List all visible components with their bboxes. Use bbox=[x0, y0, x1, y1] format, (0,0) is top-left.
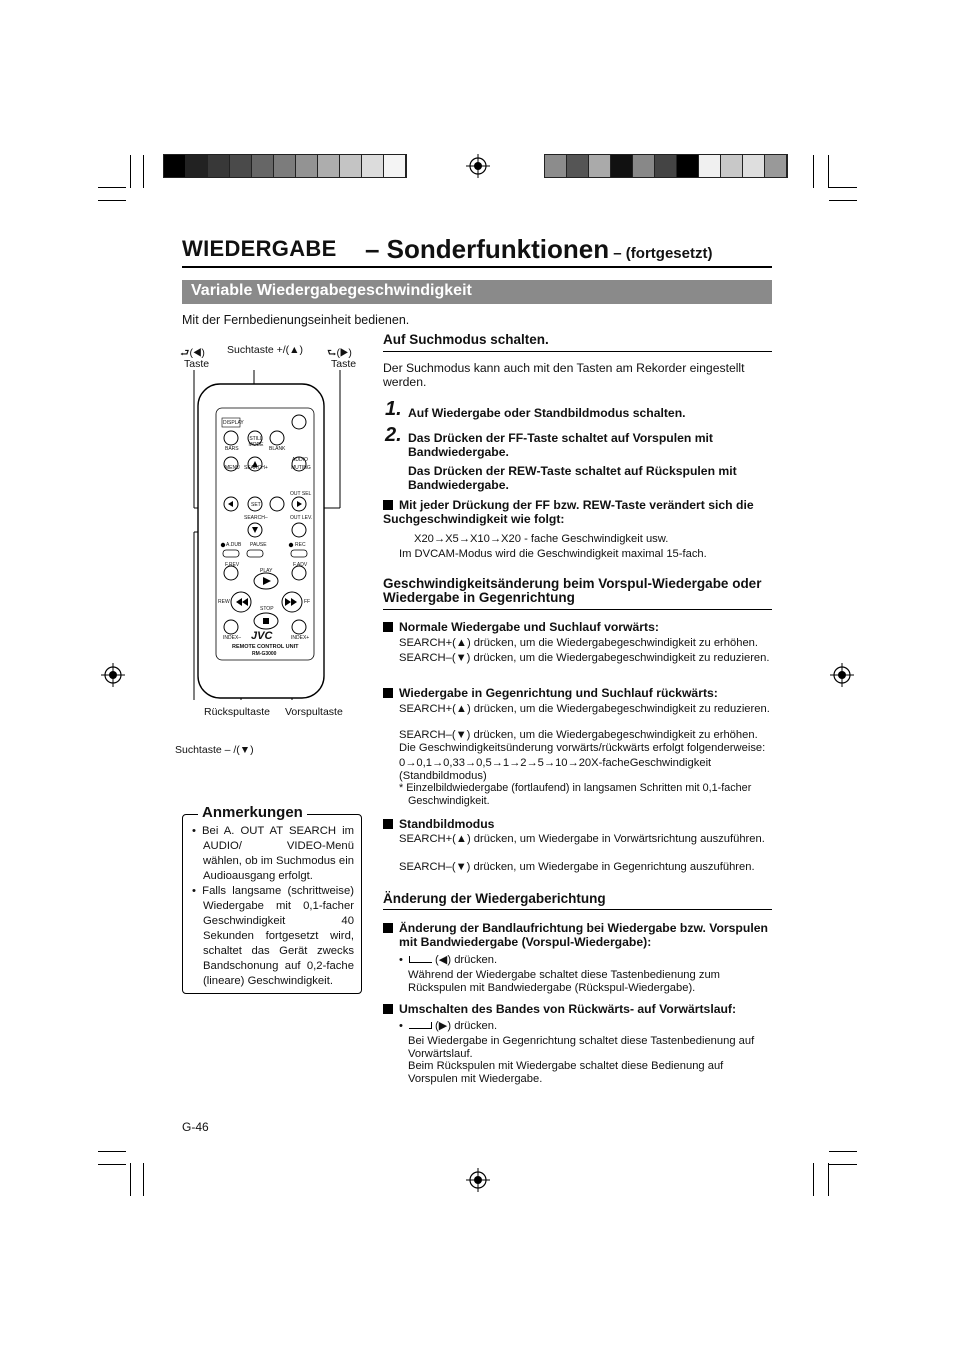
step-2b: Das Drücken der REW-Taste schaltet auf Rückspulen mit Bandwiedergabe. bbox=[408, 464, 737, 492]
bullet-standbild-text: Standbildmodus bbox=[399, 817, 495, 831]
key-play: PLAY bbox=[260, 568, 273, 574]
crop-mark bbox=[130, 1163, 131, 1196]
key-a-dub: A.DUB bbox=[226, 542, 242, 548]
label-search-minus: Suchtaste – /(▼) bbox=[175, 744, 254, 756]
bullet-normal-text: Normale Wiedergabe und Suchlauf vorwärts: bbox=[399, 620, 659, 634]
label-search-plus: Suchtaste +/(▲) bbox=[227, 344, 304, 356]
gray-scale-bar-left bbox=[163, 154, 407, 178]
key-out-lev: OUT LEV. bbox=[290, 515, 313, 521]
key-display: DISPLAY bbox=[223, 420, 244, 426]
subtitle-text: – Sonderfunktionen bbox=[365, 234, 610, 264]
umsch-text-2: Beim Rückspulen mit Wiedergabe schaltet diese Bedienung auf Vorspulen mit Wiedergabe. bbox=[408, 1060, 724, 1085]
key-ff: FF bbox=[304, 599, 311, 605]
crop-mark bbox=[829, 200, 857, 201]
umsch-key: • (▶) drücken. bbox=[399, 1020, 498, 1032]
remote-key-labels bbox=[180, 370, 360, 700]
crop-mark bbox=[143, 155, 144, 188]
key-pause: PAUSE bbox=[250, 542, 267, 548]
key-bars: BARS bbox=[225, 446, 239, 452]
crop-mark bbox=[828, 1163, 829, 1196]
bullet-bandlauf bbox=[383, 921, 772, 949]
step-1: Auf Wiedergabe oder Standbildmodus schalten. bbox=[408, 406, 686, 420]
bullet-square-icon bbox=[383, 1004, 393, 1014]
band-key: • (◀) drücken. bbox=[399, 954, 498, 966]
stand-line-2: SEARCH–(▼) drücken, um Wiedergabe in Gegenrichtung auszuführen. bbox=[399, 861, 755, 873]
page-subtitle bbox=[365, 234, 712, 265]
section-header bbox=[182, 280, 772, 304]
brand-logo: JVC bbox=[251, 630, 273, 642]
title-rule bbox=[182, 266, 772, 268]
bullet-square-icon bbox=[383, 819, 393, 829]
bullet-each bbox=[383, 498, 772, 526]
key-still-mode: STILL MODE bbox=[248, 436, 264, 448]
notes-title: Anmerkungen bbox=[198, 804, 307, 821]
label-rew-key-text: (◀) bbox=[189, 347, 205, 359]
key-index-plus: INDEX+ bbox=[291, 635, 310, 641]
step-2a: Das Drücken der FF-Taste schaltet auf Vorspulen mit Bandwiedergabe. bbox=[408, 431, 713, 459]
bullet-gegen bbox=[383, 686, 772, 700]
step-number: 1. bbox=[385, 398, 402, 420]
key-search-plus: SEARCH+ bbox=[244, 465, 268, 471]
heading-geschwindigkeit: Geschwindigkeitsänderung beim Vorspul-Wiedergabe oder Wiedergabe in Gegenrichtung bbox=[383, 576, 762, 605]
crop-mark bbox=[98, 1164, 126, 1165]
key-f-adv: F.ADV bbox=[293, 562, 308, 568]
registration-mark-icon bbox=[101, 663, 125, 687]
bullet-bandlauf-text: Änderung der Bandlaufrichtung bei Wiedergabe bzw. Vorspulen mit Bandwiedergabe (Vorspul-Wiedergabe): bbox=[399, 921, 768, 949]
crop-mark bbox=[829, 1164, 857, 1165]
bullet-square-icon bbox=[383, 923, 393, 933]
dvcam-note: Im DVCAM-Modus wird die Geschwindigkeit maximal 15-fach. bbox=[399, 548, 707, 560]
page-title: WIEDERGABE bbox=[182, 236, 337, 261]
bullet-each-text: Mit jeder Drückung der FF bzw. REW-Taste verändert sich die Suchgeschwindigkeit wie folgt: bbox=[383, 498, 754, 526]
gegen-line-3: Die Geschwindigkeitsünderung vorwärts/rückwärts erfolgt folgenderweise: bbox=[399, 742, 766, 754]
key-search-minus: SEARCH– bbox=[244, 515, 268, 521]
umsch-text-1: Bei Wiedergabe in Gegenrichtung schaltet diese Tastenbedienung auf Vorwärtslauf. bbox=[408, 1035, 755, 1060]
crop-mark bbox=[143, 1163, 144, 1196]
label-ff-taste: Taste bbox=[331, 358, 357, 370]
key-stop: STOP bbox=[260, 606, 274, 612]
page-number: G-46 bbox=[182, 1120, 209, 1134]
bullet-gegen-text: Wiedergabe in Gegenrichtung und Suchlauf rückwärts: bbox=[399, 686, 718, 700]
heading-rule bbox=[383, 609, 772, 610]
crop-mark bbox=[98, 187, 126, 188]
remote-model: RM-G3000 bbox=[252, 651, 277, 657]
key-rew: REW bbox=[218, 599, 230, 605]
bullet-square-icon bbox=[383, 622, 393, 632]
registration-mark-icon bbox=[830, 663, 854, 687]
note-item: • Bei A. OUT AT SEARCH im AUDIO/ VIDEO-Menü wählen, ob im Suchmodus ein Audioausgang erfolgt. bbox=[192, 825, 354, 882]
key-set: SET bbox=[251, 502, 261, 508]
registration-mark-icon bbox=[466, 154, 490, 178]
label-rew-taste: Taste bbox=[184, 358, 210, 370]
bullet-square-icon bbox=[383, 688, 393, 698]
stand-line-1: SEARCH+(▲) drücken, um Wiedergabe in Vorwärtsrichtung auszuführen. bbox=[399, 833, 765, 845]
heading-richtung: Änderung der Wiedergaberichtung bbox=[383, 891, 606, 906]
key-f-rev: F.REV bbox=[225, 562, 240, 568]
gegen-footnote: * Einzelbildwiedergabe (fortlaufend) in langsamen Schritten mit 0,1-facher Geschwindigkeit. bbox=[399, 782, 752, 807]
bullet-standbild bbox=[383, 817, 772, 831]
crop-mark bbox=[98, 200, 126, 201]
normal-line-2: SEARCH–(▼) drücken, um die Wiedergabegeschwindigkeit zu reduzieren. bbox=[399, 652, 770, 664]
note-item: • Falls langsame (schrittweise) Wiedergabe mit 0,1-facher Geschwindigkeit 40 Sekunden fortgesetzt wird, schaltet das Gerät zwecks Bandschonung auf 0,2-fache (lineare) Geschwindigkeit. bbox=[192, 885, 354, 987]
notes-list bbox=[188, 824, 354, 989]
return-right-icon: ⮑ bbox=[327, 347, 337, 359]
label-vorspul: Vorspultaste bbox=[285, 706, 343, 718]
band-text: Während der Wiedergabe schaltet diese Tastenbedienung zum Rückspulen mit Bandwiedergabe (Rückspul-Wiedergabe). bbox=[408, 969, 720, 994]
gegen-sequence: 0→0,1→0,33→0,5→1→2→5→10→20X-facheGeschwindigkeit (Standbildmodus) bbox=[399, 757, 712, 782]
crop-mark bbox=[828, 155, 829, 188]
speed-sequence: X20→X5→X10→X20 - fache Geschwindigkeit usw. bbox=[414, 533, 669, 545]
key-out-sel: OUT SEL bbox=[290, 491, 312, 497]
crop-mark bbox=[130, 155, 131, 188]
crop-mark bbox=[813, 1163, 814, 1196]
return-right-icon bbox=[409, 1022, 432, 1029]
crop-mark bbox=[829, 187, 857, 188]
heading-rule bbox=[383, 351, 772, 352]
label-ff-key-text: (▶) bbox=[336, 347, 352, 359]
subtitle-continued: – (fortgesetzt) bbox=[609, 245, 713, 262]
bullet-umschalten-text: Umschalten des Bandes von Rückwärts- auf Vorwärtslauf: bbox=[399, 1002, 737, 1016]
crop-mark bbox=[98, 1151, 126, 1152]
remote-unit-name: REMOTE CONTROL UNIT bbox=[232, 644, 299, 650]
return-left-icon bbox=[409, 956, 432, 963]
key-muting: MUTING bbox=[291, 465, 311, 471]
heading-suchmodus: Auf Suchmodus schalten. bbox=[383, 332, 549, 347]
step-number: 2. bbox=[385, 424, 402, 446]
section-title: Variable Wiedergabegeschwindigkeit bbox=[191, 282, 472, 299]
key-audio: AUDIO bbox=[292, 457, 308, 463]
intro-text: Mit der Fernbedienungseinheit bedienen. bbox=[182, 313, 410, 327]
band-key-text: (◀) drücken. bbox=[435, 954, 498, 966]
bullet-square-icon bbox=[383, 500, 393, 510]
para-suchmodus: Der Suchmodus kann auch mit den Tasten am Rekorder eingestellt werden. bbox=[383, 361, 745, 389]
umsch-key-text: (▶) drücken. bbox=[435, 1020, 498, 1032]
gegen-line-1: SEARCH+(▲) drücken, um die Wiedergabegeschwindigkeit zu reduzieren. bbox=[399, 703, 770, 715]
return-left-icon: ⮐ bbox=[180, 347, 190, 359]
gray-scale-bar-right bbox=[544, 154, 788, 178]
label-ruckspul: Rückspultaste bbox=[204, 706, 270, 718]
normal-line-1: SEARCH+(▲) drücken, um die Wiedergabegeschwindigkeit zu erhöhen. bbox=[399, 637, 758, 649]
key-menu: MENU bbox=[225, 465, 240, 471]
crop-mark bbox=[813, 155, 814, 188]
gegen-line-2: SEARCH–(▼) drücken, um die Wiedergabegeschwindigkeit zu erhöhen. bbox=[399, 729, 758, 741]
heading-rule bbox=[383, 909, 772, 910]
bullet-umschalten bbox=[383, 1002, 772, 1016]
crop-mark bbox=[829, 1151, 857, 1152]
key-rec: REC bbox=[295, 542, 306, 548]
registration-mark-icon bbox=[466, 1168, 490, 1192]
key-blank: BLANK bbox=[269, 446, 286, 452]
key-index-minus: INDEX– bbox=[223, 635, 242, 641]
bullet-normal bbox=[383, 620, 772, 634]
